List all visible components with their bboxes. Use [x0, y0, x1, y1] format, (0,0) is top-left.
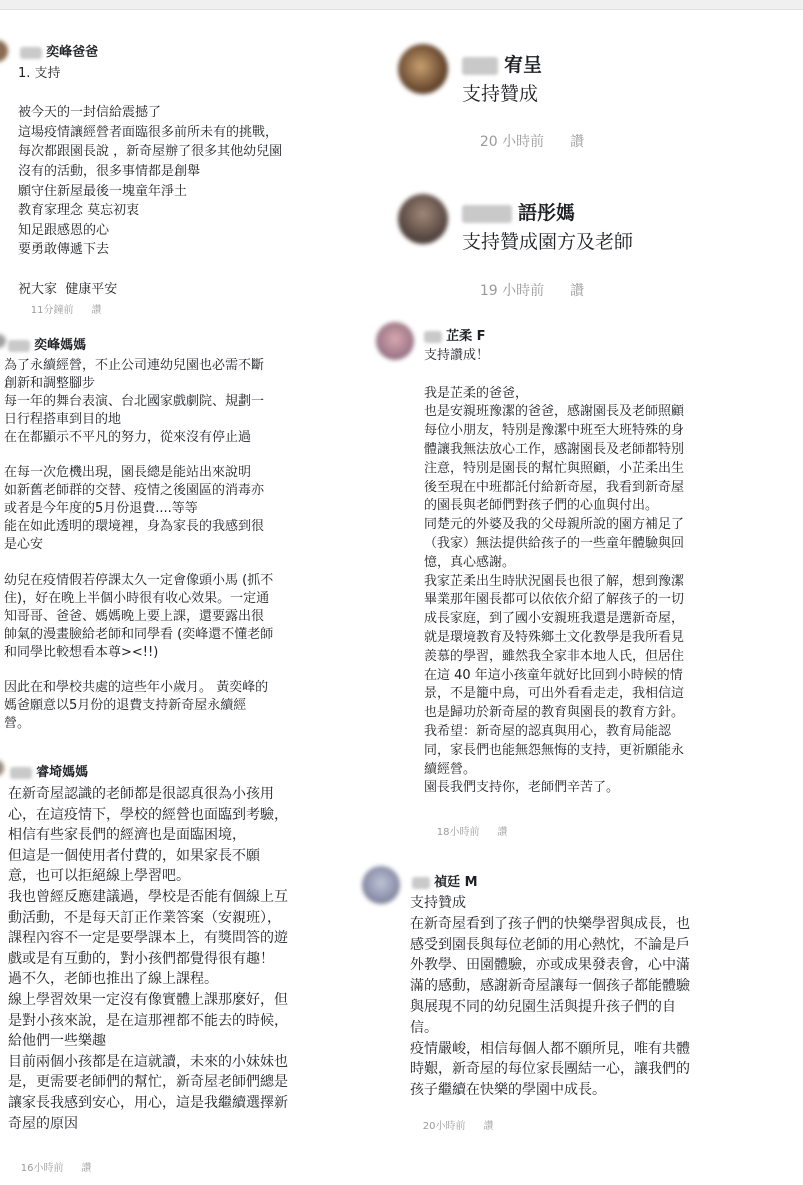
comment-meta [8, 1148, 91, 1185]
like-link[interactable]: 讚 [497, 827, 508, 838]
comment-author-row [462, 50, 542, 77]
comment-author[interactable]: 宥呈 [504, 54, 543, 76]
comment-time: 20小時前 [422, 1121, 466, 1132]
like-link[interactable]: 讚 [483, 1121, 494, 1132]
avatar [376, 322, 414, 360]
comment-time: 18小時前 [436, 827, 480, 838]
comment-meta [18, 290, 101, 327]
like-link[interactable]: 讚 [91, 305, 102, 316]
avatar [0, 760, 4, 776]
redacted-name [462, 57, 498, 75]
comment-meta [424, 812, 507, 849]
comment-time: 11分鐘前 [30, 305, 74, 316]
top-strip [0, 0, 803, 10]
comment-author[interactable]: 禎廷 M [434, 875, 478, 890]
redacted-name [8, 340, 30, 352]
redacted-name [412, 877, 430, 889]
avatar [362, 866, 400, 904]
redacted-name [462, 205, 512, 223]
comment-text: 為了永續經營，不止公司連幼兒園也必需不斷 創新和調整腳步 每一年的舞台表演、台北國家戲劇院、規劃一 日行程搭車到目的地 在在都顯示不平凡的努力，從來沒有停止過 在每一次危機出現，園長總是能站出來說明 如新舊老師群的交替、疫情之後園區的消毒亦 或者是今年度的5月份退費....等等 能在如此透明的環境裡，身為家長的我感到很 是心安 幼兒在疫情假若停課太久一定會像頭小馬 (抓不 住)，好在晚上半個小時很有收心效果。一定通 知哥哥、爸爸、媽媽晚上要上課，還要露出很 帥氣的漫畫臉給老師和同學看 (奕峰還不懂老師 和同學比較想看本尊><!!) 因此在和學校共處的這些年小歲月。 黃奕峰的 媽爸願意以5月份的退費支持新奇屋永續經 營。 [4, 358, 274, 732]
comment-time: 16小時前 [20, 1163, 64, 1174]
comment-text: 在新奇屋認識的老師都是很認真很為小孩用 心，在這疫情下，學校的經營也面臨到考驗， 相信有些家長們的經濟也是面臨困境， 但這是一個使用者付費的，如果家長不願 意，也可以拒絕線上學習吧。 我也曾經反應建議過，學校是否能有個線上互 動活動，不是每天訂正作業答案（安親班）， 課程內容不一定是要學課本上，有獎問答的遊 戲或是有互動的，對小孩們都覺得很有趣！ 過不久，老師也推出了線上課程。 線上學習效果一定沒有像實體上課那麼好，但 是對小孩來說，是在這那裡都不能去的時候， 給他們一些樂趣 目前兩個小孩都是在這就讀，未來的小妹妹也 是，更需要老師們的幫忙，新奇屋老師們總是 讓家長我感到安心，用心，這是我繼續選擇新 奇屋的原因 [8, 786, 288, 1132]
avatar [398, 194, 448, 244]
comment-author[interactable]: 睿埼媽媽 [36, 765, 89, 780]
comment-text: 1. 支持 被今天的一封信給震撼了 這場疫情讓經營者面臨很多前所未有的挑戰， 每次都跟園長說 ，新奇屋辦了很多其他幼兒園 沒有的活動，很多事情都是創舉 願守住新屋最後一塊童年淨土 教育家理念 莫忘初衷 知足跟感恩的心 要勇敢傳遞下去 祝大家 健康平安 [18, 66, 283, 297]
comment-author-row [10, 761, 88, 780]
redacted-name [20, 47, 42, 59]
comment-meta [462, 264, 584, 316]
comment-time: 19 小時前 [479, 283, 545, 299]
comment-author-row [20, 41, 98, 60]
comment-text: 支持贊成園方及老師 [462, 231, 634, 253]
comment-meta [410, 1106, 493, 1143]
comment-text: 支持贊成 在新奇屋看到了孩子們的快樂學習與成長，也 感受到園長與每位老師的用心熱忱，不論是戶 外教學、田園體驗，亦或成果發表會，心中滿 滿的感動，感謝新奇屋讓每一個孩子都能體驗 與展現不同的幼兒園生活與提升孩子們的自 信。 疫情嚴峻，相信每個人都不願所見，唯有共體 時艱，新奇屋的每位家長團結一心，讓我們的 孩子繼續在快樂的學園中成長。 [410, 895, 690, 1099]
like-link[interactable]: 讚 [570, 283, 585, 299]
comment-author-row [424, 325, 486, 344]
avatar [0, 334, 6, 348]
comment-meta [462, 115, 584, 167]
comment-author-row [8, 334, 86, 353]
like-link[interactable]: 讚 [81, 1163, 92, 1174]
comment-author[interactable]: 語彤媽 [518, 202, 576, 224]
comment-author-row [462, 198, 575, 225]
comment-time: 20 小時前 [479, 134, 545, 150]
avatar [0, 40, 8, 62]
comment-author[interactable]: 奕峰爸爸 [46, 45, 99, 60]
comment-text: 支持讚成！ 我是芷柔的爸爸， 也是安親班豫潔的爸爸，感謝園長及老師照顧 每位小朋友，特別是豫潔中班至大班特殊的身 體讓我無法放心工作，感謝園長及老師都特別 注意，特別是園長的幫忙與照顧，小芷柔出生 後至現在中班都託付給新奇屋，我看到新奇屋 的園長與老師們對孩子們的心血與付出。 同楚元的外婆及我的父母親所說的園方補足了 （我家）無法提供給孩子的一些童年體驗與回 憶，真心感謝。 我家芷柔出生時狀況園長也很了解，想到豫潔 畢業那年園長都可以依依介紹了解孩子的一切 成長家庭，到了國小安親班我還是選新奇屋， 就是環境教育及特殊鄉土文化教學是我所看見 羨慕的學習，雖然我全家非本地人氏，但居住 在這 40 年這小孩童年就好比回到小時候的情 景，不是籠中鳥，可出外看看走走，我相信這 也是歸功於新奇屋的教育與園長的教育方針。 我希望：新奇屋的認真與用心，教育局能認 同，家長們也能無怨無悔的支持，更祈願能永 續經營。 園長我們支持你，老師們辛苦了。 [424, 348, 685, 796]
comment-author-row [412, 871, 478, 890]
comment-text: 支持贊成 [462, 83, 539, 105]
comment-author[interactable]: 芷柔 F [446, 329, 486, 344]
comment-author[interactable]: 奕峰媽媽 [34, 338, 87, 353]
redacted-name [10, 767, 32, 779]
avatar [398, 44, 448, 94]
redacted-name [424, 331, 442, 343]
like-link[interactable]: 讚 [570, 134, 585, 150]
